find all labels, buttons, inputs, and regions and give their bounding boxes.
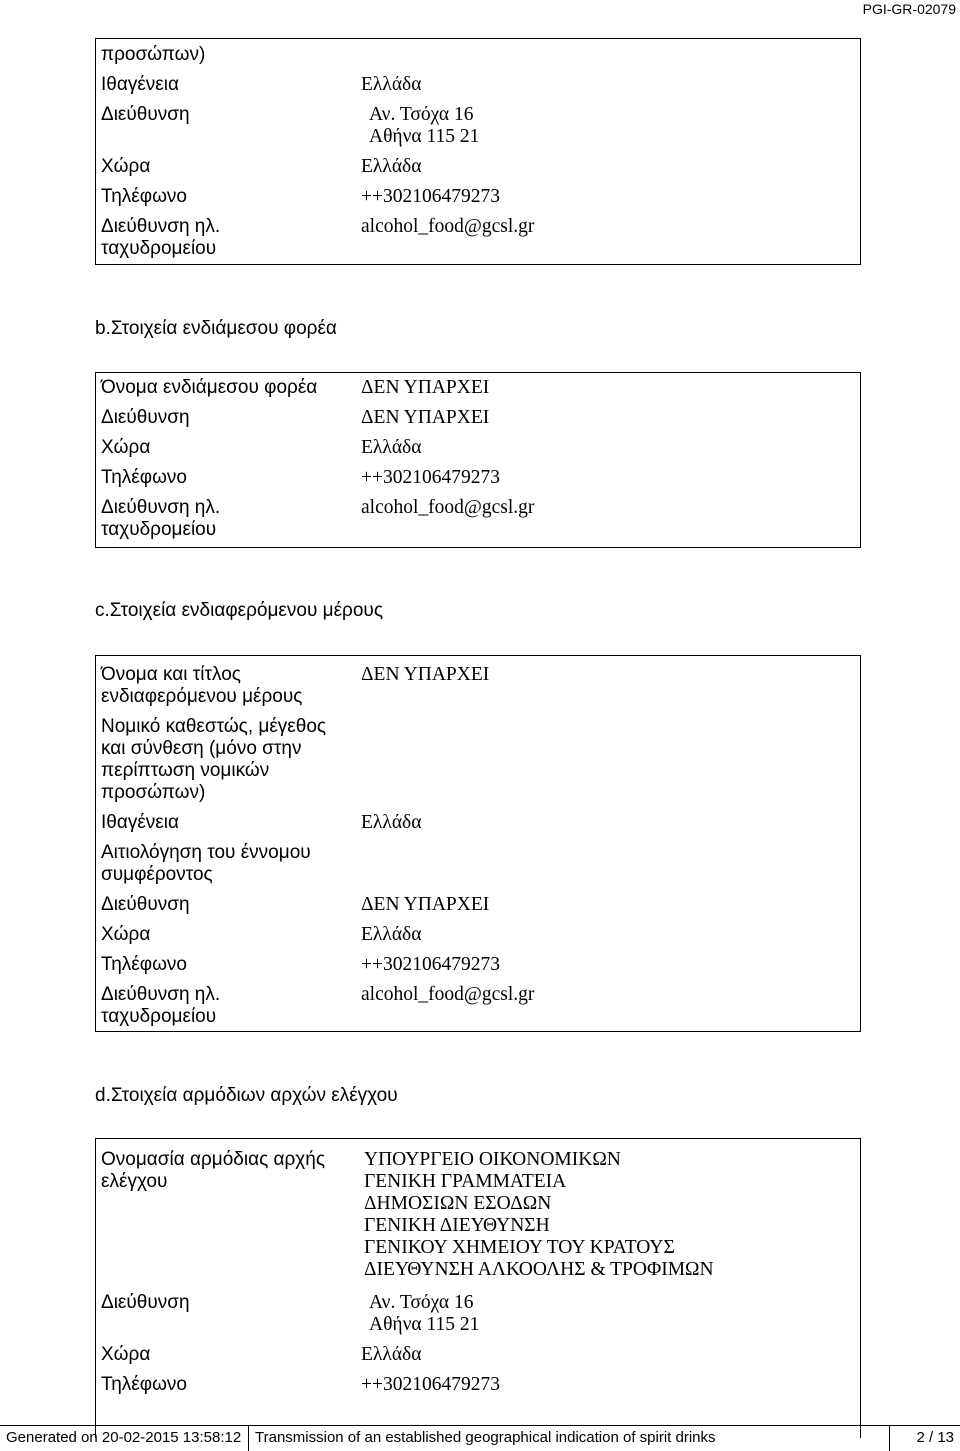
table-row	[96, 842, 860, 894]
row-label: προσώπων)	[101, 44, 206, 65]
row-value: ΥΠΟΥΡΓΕΙΟ ΟΙΚΟΝΟΜΙΚΩΝ ΓΕΝΙΚΗ ΓΡΑΜΜΑΤΕΙΑ ΔΗΜΟΣΙΩΝ ΕΣΟΔΩΝ ΓΕΝΙΚΗ ΔΙΕΥΘΥΝΣΗ ΓΕΝΙΚΟΥ ΧΗΜΕΙΟΥ ΤΟΥ ΚΡΑΤΟΥΣ ΔΙΕΥΘΥΝΣΗ ΑΛΚΟΟΛΗΣ & ΤΡΟΦΙΜΩΝ	[364, 1149, 714, 1280]
row-value: Ελλάδα	[361, 1344, 422, 1365]
producer-table	[95, 38, 861, 265]
row-value: ΔΕΝ ΥΠΑΡΧΕΙ	[361, 377, 490, 398]
row-label: Διεύθυνση	[101, 1292, 190, 1313]
row-value: ++302106479273	[361, 1374, 500, 1395]
row-label: Χώρα	[101, 924, 151, 945]
table-row	[96, 984, 860, 1028]
row-value: alcohol_food@gcsl.gr	[361, 984, 535, 1005]
row-value	[361, 44, 860, 74]
interested-party-table	[95, 655, 861, 1032]
section-title: d.Στοιχεία αρμόδιων αρχών ελέγχου	[95, 1085, 398, 1106]
row-label: Τηλέφωνο	[101, 186, 187, 207]
row-label: Αιτιολόγηση του έννομου συμφέροντος	[101, 842, 311, 885]
table-row	[96, 74, 860, 104]
footer-generated: Generated on 20-02-2015 13:58:12	[0, 1426, 249, 1451]
table-row	[96, 104, 860, 156]
table-row	[96, 377, 860, 407]
row-value: Ελλάδα	[361, 812, 422, 833]
row-label: Ιθαγένεια	[101, 74, 179, 95]
row-value: ++302106479273	[361, 954, 500, 975]
table-row	[96, 1292, 860, 1344]
row-value	[361, 716, 860, 812]
row-value: Ελλάδα	[361, 924, 422, 945]
table-row	[96, 894, 860, 924]
control-authority-table	[95, 1138, 861, 1438]
section-title: c.Στοιχεία ενδιαφερόμενου μέρους	[95, 600, 383, 621]
table-row	[96, 664, 860, 716]
row-label: Διεύθυνση	[101, 407, 190, 428]
row-label: Διεύθυνση ηλ. ταχυδρομείου	[101, 984, 221, 1027]
row-value: Ελλάδα	[361, 74, 422, 95]
row-label: Χώρα	[101, 156, 151, 177]
row-value: Ελλάδα	[361, 156, 422, 177]
table-row	[96, 924, 860, 954]
table-row	[96, 1374, 860, 1404]
page-footer	[0, 1425, 960, 1451]
document-id: PGI-GR-02079	[862, 1, 956, 17]
row-label: Τηλέφωνο	[101, 1374, 187, 1395]
row-value: Αν. Τσόχα 16 Αθήνα 115 21	[369, 1292, 480, 1335]
table-row	[96, 437, 860, 467]
row-value: ++302106479273	[361, 467, 500, 488]
row-value: ++302106479273	[361, 186, 500, 207]
row-label: Ιθαγένεια	[101, 812, 179, 833]
row-value: Ελλάδα	[361, 437, 422, 458]
table-row	[96, 716, 860, 812]
row-label: Ονομασία αρμόδιας αρχής ελέγχου	[101, 1149, 326, 1192]
table-row	[96, 812, 860, 842]
table-row	[96, 407, 860, 437]
table-row	[96, 156, 860, 186]
row-label: Τηλέφωνο	[101, 954, 187, 975]
row-value: ΔΕΝ ΥΠΑΡΧΕΙ	[361, 664, 490, 685]
table-row	[96, 44, 860, 74]
row-label: Νομικό καθεστώς, μέγεθος και σύνθεση (μόνο στην περίπτωση νομικών προσώπων)	[101, 716, 327, 803]
row-label: Διεύθυνση ηλ. ταχυδρομείου	[101, 497, 221, 540]
row-value	[361, 842, 860, 894]
row-label: Διεύθυνση ηλ. ταχυδρομείου	[101, 216, 221, 259]
row-label: Χώρα	[101, 1344, 151, 1365]
table-row	[96, 1149, 860, 1292]
row-value: ΔΕΝ ΥΠΑΡΧΕΙ	[361, 894, 490, 915]
row-value: alcohol_food@gcsl.gr	[361, 216, 535, 237]
row-label: Διεύθυνση	[101, 894, 190, 915]
table-row	[96, 497, 860, 541]
table-row	[96, 954, 860, 984]
footer-page-number: 2 / 13	[916, 1429, 954, 1446]
row-value: Αν. Τσόχα 16 Αθήνα 115 21	[369, 104, 480, 147]
row-label: Διεύθυνση	[101, 104, 190, 125]
row-value: ΔΕΝ ΥΠΑΡΧΕΙ	[361, 407, 490, 428]
intermediary-table	[95, 372, 861, 548]
table-row	[96, 467, 860, 497]
table-row	[96, 1344, 860, 1374]
section-title: b.Στοιχεία ενδιάμεσου φορέα	[95, 318, 337, 339]
row-label: Όνομα ενδιάμεσου φορέα	[101, 377, 318, 398]
footer-description: Transmission of an established geographical indication of spirit drinks	[249, 1426, 890, 1451]
row-label: Χώρα	[101, 437, 151, 458]
table-row	[96, 186, 860, 216]
table-row	[96, 216, 860, 260]
row-label: Τηλέφωνο	[101, 467, 187, 488]
row-label: Όνομα και τίτλος ενδιαφερόμενου μέρους	[101, 664, 303, 707]
row-value: alcohol_food@gcsl.gr	[361, 497, 535, 518]
